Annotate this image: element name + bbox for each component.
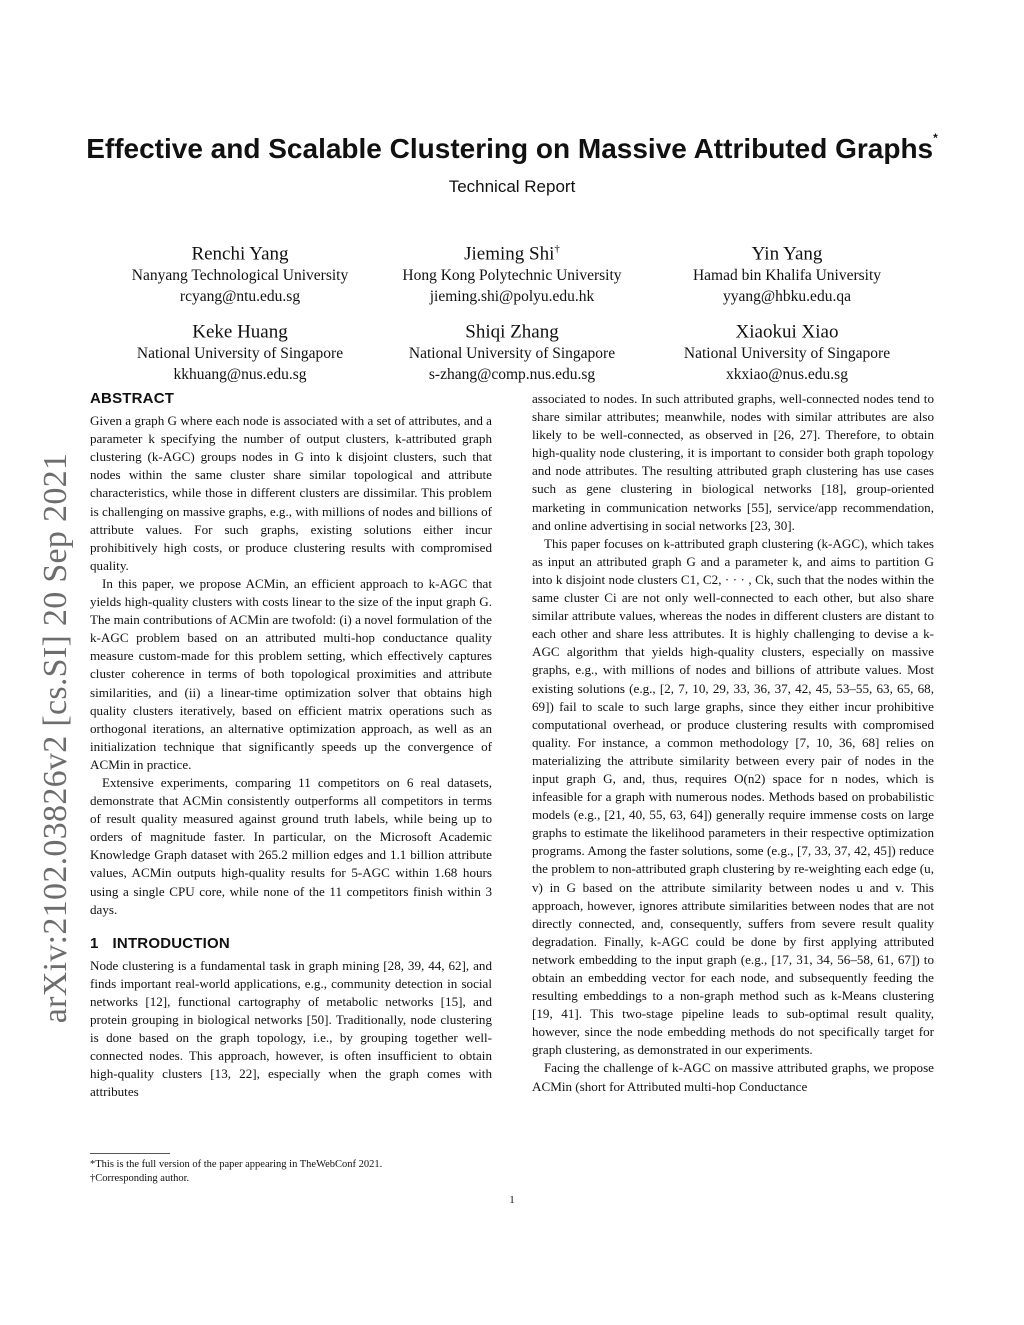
page-number: 1	[509, 1194, 515, 1206]
footnote-divider	[90, 1153, 170, 1154]
paper-subtitle: Technical Report	[448, 177, 576, 196]
paper-title-text: Effective and Scalable Clustering on Massive Attributed Graphs	[86, 133, 934, 164]
abstract-paragraph: In this paper, we propose ACMin, an efficient approach to k-AGC that yields high-quality clusters with costs linear to the size of the input graph G. The main contributions of ACMin are twofold: (i) a novel formulation of the k-AGC problem based on an attributed multi-hop conductance quality measure custom-made for this problem setting, which effectively captures cluster coherence in terms of both topological proximities and attribute similarities, and (ii) a linear-time optimization solver that obtains high quality clusters iteratively, based on efficient matrix operations such as orthogonal iterations, an alternative optimization approach, as well as an initialization technique that significantly speeds up the convergence of ACMin in practice.	[90, 575, 492, 772]
right-column	[532, 390, 934, 1096]
author-block	[367, 316, 657, 385]
author-affiliation: Hong Kong Polytechnic University	[402, 267, 622, 285]
abstract-paragraph: Given a graph G where each node is associated with a set of attributes, and a parameter k specifying the number of output clusters, k-attributed graph clustering (k-AGC) groups nodes in G into k disjoint clusters, such that nodes within the same cluster share similar topological and attribute characteristics, while those in different clusters are dissimilar. This problem is challenging on massive graphs, e.g., with millions of nodes and billions of attribute values. For such graphs, existing solutions either incur prohibitively high costs, or produce clustering results with compromised quality.	[90, 413, 492, 573]
section-title: INTRODUCTION	[112, 934, 230, 952]
author-name: Xiaokui Xiao	[735, 321, 839, 343]
author-block	[367, 238, 657, 307]
author-block	[95, 238, 385, 307]
author-block	[642, 238, 932, 307]
author-email: s-zhang@comp.nus.edu.sg	[428, 366, 596, 384]
author-affiliation: National University of Singapore	[408, 345, 616, 363]
abstract-paragraph: Extensive experiments, comparing 11 competitors on 6 real datasets, demonstrate that ACMin consistently outperforms all competitors in terms of result quality measured against ground truth labels, while being up to orders of magnitude faster. In particular, on the Microsoft Academic Knowledge Graph dataset with 265.2 million edges and 1.1 billion attribute values, ACMin outputs high-quality results for 5-AGC within 1.68 hours using a single CPU core, while none of the 11 competitors finish within 3 days.	[90, 774, 492, 917]
author-email: xkxiao@nus.edu.sg	[726, 366, 848, 384]
intro-paragraph: Node clustering is a fundamental task in graph mining [28, 39, 44, 62], and finds important real-world applications, e.g., community detection in social networks [12], functional cartography of metabolic networks [15], and protein grouping in biological networks [50]. Traditionally, node clustering is done based on the graph topology, i.e., by grouping together well-connected nodes. This approach, however, is often insufficient to obtain high-quality clusters [13, 22], especially when the graph comes with attributes	[90, 957, 492, 1100]
author-email: rcyang@ntu.edu.sg	[179, 288, 301, 306]
introduction-heading	[90, 935, 492, 953]
author-affiliation: National University of Singapore	[136, 345, 344, 363]
title-footnote-mark: *	[933, 131, 938, 145]
author-name: Jieming Shi†	[464, 243, 560, 265]
section-number: 1	[90, 934, 99, 952]
author-block	[95, 316, 385, 385]
footnote-corresponding-author: †Corresponding author.	[90, 1173, 190, 1184]
author-name: Renchi Yang	[191, 243, 289, 265]
paper-title	[0, 133, 1024, 165]
author-name: Yin Yang	[751, 243, 823, 265]
abstract-heading: ABSTRACT	[90, 390, 175, 407]
author-email: jieming.shi@polyu.edu.hk	[429, 288, 595, 306]
intro-paragraph: Facing the challenge of k-AGC on massive attributed graphs, we propose ACMin (short for Attributed multi-hop Conductance	[532, 1060, 934, 1094]
author-affiliation: Hamad bin Khalifa University	[692, 267, 882, 285]
author-email: kkhuang@nus.edu.sg	[173, 366, 307, 384]
footnote-full-version: *This is the full version of the paper appearing in TheWebConf 2021.	[90, 1159, 383, 1170]
author-email: yyang@hbku.edu.qa	[723, 288, 851, 306]
author-affiliation: Nanyang Technological University	[131, 267, 349, 285]
author-name: Shiqi Zhang	[465, 321, 559, 343]
intro-paragraph: associated to nodes. In such attributed graphs, well-connected nodes tend to share similar attributes; meanwhile, nodes with similar attributes are also likely to be well-connected, as observed in [26, 27]. Therefore, to obtain high-quality node clustering, it is important to consider both graph topology and node attributes. The resulting attributed graph clustering has use cases such as gene clustering in biological networks [18], group-oriented marketing in communication networks [55], service/app recommendation, and online advertising in social networks [23, 30].	[532, 391, 934, 533]
arxiv-identifier: arXiv:2102.03826v2 [cs.SI] 20 Sep 2021	[37, 452, 74, 1024]
author-affiliation: National University of Singapore	[683, 345, 891, 363]
author-block	[642, 316, 932, 385]
author-name: Keke Huang	[192, 321, 288, 343]
intro-paragraph: This paper focuses on k-attributed graph clustering (k-AGC), which takes as input an attributed graph G and a parameter k, and aims to partition G into k disjoint node clusters C1, C2, · · · , Ck, such that the nodes within the same cluster Ci are not only well-connected to each other, but also share similar attribute values, whereas the nodes in different clusters are distant to each other and share less attributes. It is highly challenging to devise a k-AGC algorithm that yields high-quality clusters, especially on massive graphs, e.g., with millions of nodes and billions of attribute values. Most existing solutions (e.g., [2, 7, 10, 29, 33, 36, 37, 42, 45, 53–55, 63, 65, 68, 69]) fail to scale to such large graphs, since they either incur prohibitive computational overhead, or produce clustering results with compromised quality. For instance, a common methodology [7, 10, 36, 68] relies on materializing the attribute similarity between every pair of nodes in the input graph G, and, thus, requires O(n2) space for n nodes, which is infeasible for a graph with numerous nodes. Methods based on probabilistic models (e.g., [21, 40, 55, 63, 64]) generally require immense costs on large graphs to estimate the likelihood parameters in their respective optimization programs. Among the faster solutions, some (e.g., [7, 33, 37, 42, 45]) reduce the problem to non-attributed graph clustering by re-weighting each edge (u, v) in G based on the attribute similarity between nodes u and v. This approach, however, ignores attribute similarities between nodes that are not directly connected, and, consequently, suffers from severe result quality degradation. Finally, k-AGC could be done by first applying attributed network embedding to the input graph (e.g., [17, 31, 34, 56–58, 61, 67]) to obtain an embedding vector for each node, and subsequently feeding the resulting embeddings to a non-graph method such as k-Means clustering [19, 41]. This two-stage pipeline leads to sub-optimal result quality, however, since the node embedding methods do not specifically target for graph clustering, as demonstrated in our experiments.	[532, 535, 934, 1058]
left-column	[90, 390, 492, 1102]
